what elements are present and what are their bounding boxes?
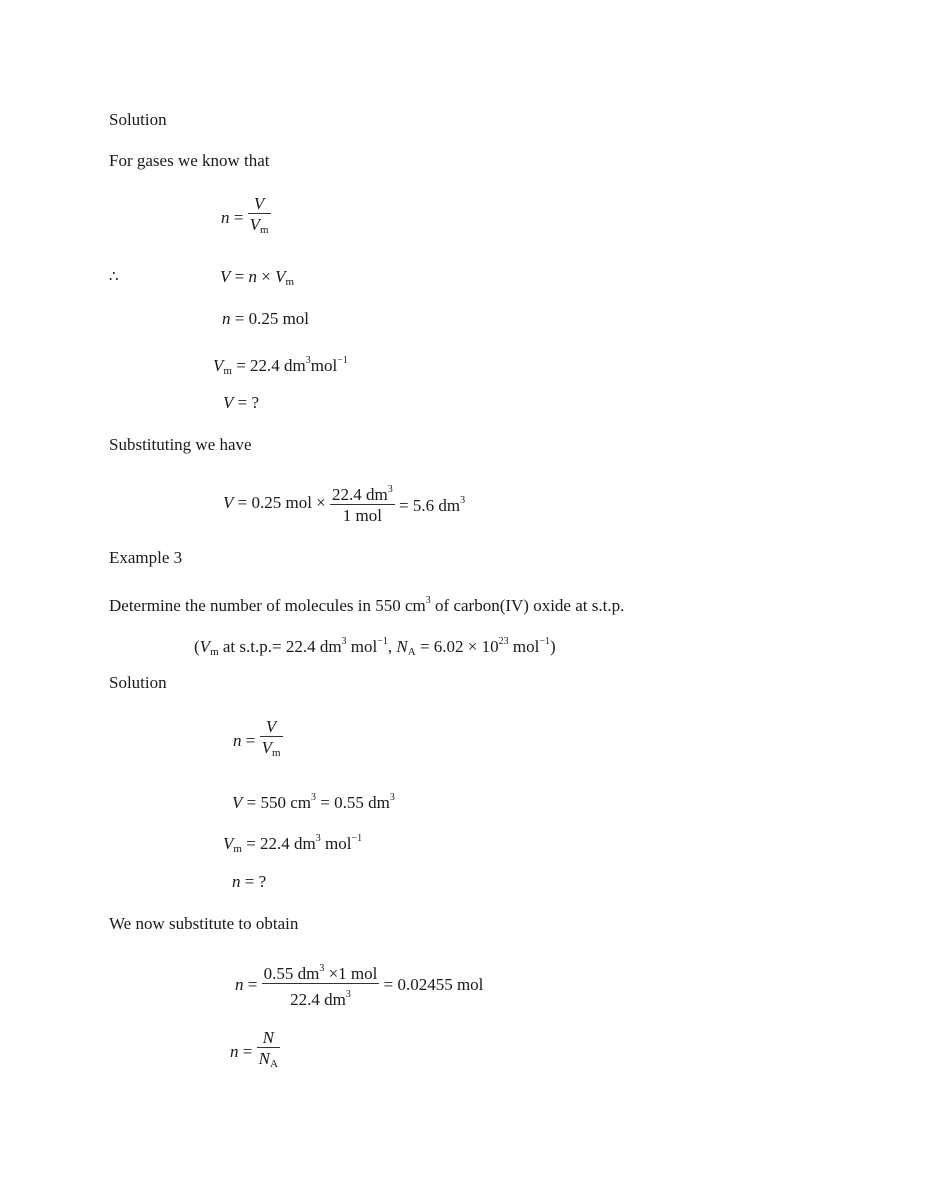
num-value: 22.4 dm (332, 485, 388, 504)
paren-close: ) (549, 637, 556, 656)
subscript-m: m (259, 224, 269, 236)
equals-sign: = (229, 207, 248, 227)
given-v-value (232, 788, 395, 813)
subscript-a: A (407, 646, 416, 658)
value: = 22.4 dm (241, 834, 316, 853)
value-cm3: = 550 cm (242, 793, 311, 812)
equals-sign: = (241, 730, 260, 750)
question-text (109, 591, 624, 616)
superscript: 3 (387, 484, 393, 495)
fraction (248, 194, 271, 241)
var-v: V (223, 493, 234, 512)
intro-text: For gases we know that (109, 151, 270, 170)
den-value: 22.4 dm (290, 990, 346, 1009)
solution-heading: Solution (109, 110, 167, 129)
fraction (260, 717, 283, 764)
var-n: n (222, 309, 231, 328)
equation-n-equals-v-over-vm (221, 194, 271, 241)
unknown-v (223, 393, 259, 413)
question-pre: Determine the number of molecules in 550 cm (109, 596, 426, 615)
var-vm: V (223, 834, 234, 853)
var-n: n (248, 267, 257, 286)
superscript: 3 (315, 833, 321, 844)
subscript-m: m (271, 747, 281, 759)
value: = ? (233, 393, 260, 412)
equals-sign: = (243, 974, 262, 994)
superscript: 3 (305, 355, 311, 366)
unit: mol (346, 637, 378, 656)
subscript-m: m (223, 365, 232, 377)
value: = 0.25 mol (230, 309, 310, 328)
var-v: V (232, 793, 243, 812)
substituting-text: Substituting we have (109, 435, 252, 454)
given-n-value (222, 309, 309, 329)
unit: mol (320, 834, 352, 853)
superscript: 3 (311, 792, 316, 803)
equation-n-equals-n-over-na (230, 1028, 280, 1075)
num-a: 0.55 dm (263, 964, 320, 983)
superscript: −1 (351, 833, 363, 844)
denominator (260, 737, 283, 764)
numerator: V (260, 717, 283, 737)
equation-v-equals-n-times-vm (220, 267, 294, 292)
var-v: V (249, 215, 260, 234)
rhs (395, 491, 465, 516)
var-vm: V (275, 267, 286, 286)
times-sign: × (256, 267, 276, 286)
rhs-value: = 0.02455 mol (379, 974, 484, 994)
vm-value: at s.t.p.= 22.4 dm (218, 637, 342, 656)
unit: mol (508, 637, 540, 656)
var-n: n (221, 207, 230, 227)
superscript: 3 (460, 494, 466, 506)
question-post: of carbon(IV) oxide at s.t.p. (430, 596, 625, 615)
superscript: −1 (539, 636, 550, 647)
unknown-n (232, 872, 266, 892)
value: = 22.4 dm (231, 356, 306, 375)
numerator (330, 480, 395, 505)
equation-n-calculation (235, 959, 483, 1010)
rhs-value: = 5.6 dm (394, 495, 461, 515)
denominator: 1 mol (342, 506, 382, 525)
equation-n-equals-v-over-vm-2 (233, 717, 283, 764)
var-n: n (233, 730, 242, 750)
denominator (262, 984, 380, 1010)
lhs: = 0.25 mol × (233, 493, 331, 512)
superscript: 3 (319, 963, 325, 974)
var-vm: V (213, 356, 224, 375)
given-vm-value-2 (223, 829, 362, 859)
equals-sign: = (238, 1041, 257, 1061)
unit: mol (310, 356, 338, 375)
fraction (257, 1028, 280, 1075)
therefore-symbol: ∴ (109, 269, 119, 285)
fraction (262, 959, 380, 1010)
denominator (257, 1048, 280, 1075)
superscript: 3 (389, 792, 395, 803)
numerator: V (248, 194, 271, 214)
equals-sign: = (230, 267, 249, 286)
var-v: V (220, 267, 231, 286)
subscript-m: m (233, 843, 242, 855)
var-n: N (258, 1049, 270, 1068)
value: = ? (240, 872, 267, 891)
superscript: 3 (425, 595, 431, 606)
given-vm-value (213, 351, 348, 381)
superscript: 23 (498, 636, 509, 647)
solution-heading-2: Solution (109, 673, 167, 692)
var-vm: V (199, 637, 211, 656)
example-heading: Example 3 (109, 548, 183, 567)
var-n: n (230, 1041, 239, 1061)
var-n: n (232, 872, 241, 891)
comma: , (387, 637, 397, 656)
var-v: V (261, 738, 272, 757)
given-constants (194, 632, 556, 662)
var-na: N (396, 637, 408, 656)
num-b: ×1 mol (324, 964, 378, 983)
value-dm3: = 0.55 dm (316, 793, 390, 812)
superscript: 3 (341, 636, 347, 647)
numerator (262, 959, 380, 984)
superscript: −1 (337, 355, 348, 366)
var-v: V (223, 393, 234, 412)
na-value: = 6.02 × 10 (415, 637, 499, 656)
subscript-m: m (210, 646, 219, 658)
numerator: N (257, 1028, 280, 1048)
fraction (330, 480, 395, 526)
equation-v-calculation (223, 480, 465, 526)
substitute-obtain-text: We now substitute to obtain (109, 914, 299, 933)
var-n: n (235, 974, 244, 994)
paren-open: ( (194, 637, 200, 656)
superscript: 3 (345, 989, 351, 1000)
subscript-m: m (285, 276, 295, 288)
denominator (248, 214, 271, 241)
superscript: −1 (377, 636, 388, 647)
subscript-a: A (269, 1058, 278, 1070)
